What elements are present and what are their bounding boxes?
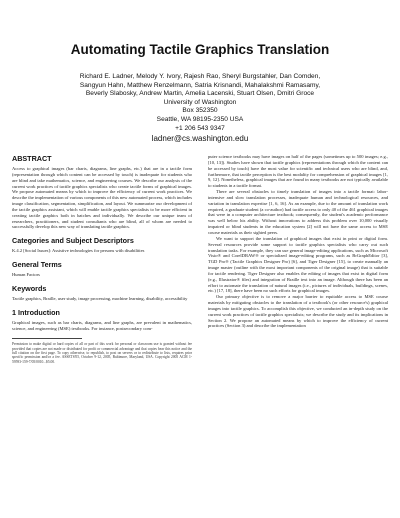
terms-heading: General Terms bbox=[12, 260, 62, 270]
author-block bbox=[20, 73, 380, 144]
affiliation-line: Box 352350 bbox=[182, 107, 218, 115]
footnote-divider bbox=[12, 338, 82, 339]
keywords-text: Tactile graphics, Braille, user study, image processing, machine learning, disability, accessibility bbox=[12, 295, 188, 301]
author-line: Richard E. Ladner, Melody Y. Ivory, Rajesh Rao, Sheryl Burgstahler, Dan Comden, bbox=[79, 73, 321, 80]
left-column bbox=[12, 154, 192, 368]
affiliation-line: Seattle, WA 98195-2350 USA bbox=[156, 115, 244, 123]
abstract-text: Access to graphical images (bar charts, diagrams, line graphs, etc.) that are in a tactile form (representation through which content can be accessed by touch) is inadequate for students who are blind and take mathematics, science, and engineering courses. We describe our analysis of the current work practices of tactile graphics specialists who create tactile forms of graphical images. We propose automated means by which to improve the efficiency of current work practices. We describe the implementation of various components of this new automated process, which includes image classification, segmentation, simplification, and layout. We summarize our development of the tactile graphics assistant, which will enable tactile graphics specialists to be more efficient in creating tactile graphics both in batches and individually. We describe our unique team of researchers, practitioners, and student consultants who are blind, all of whom are needed to successfully develop this new way of translating tactile graphics. bbox=[12, 166, 192, 230]
author-line: Beverly Slabosky, Andrew Martin, Amelia Lacenski, Stuart Olsen, Dmitri Groce bbox=[85, 90, 315, 98]
paper-title: Automating Tactile Graphics Translation bbox=[70, 42, 330, 57]
introduction-text: Graphical images, such as bar charts, diagrams, and line graphs, are prevalent in mathematics, science, and engineering (MSE) textbooks. For instance, postsecondary com- bbox=[12, 319, 192, 331]
copyright-footnote: Permission to make digital or hard copies of all or part of this work for personal or classroom use is granted without fee provided that copies are not made or distributed for profit or commercial advantage and that copies bear this notice and the full citation on the first page. To copy otherwise, to republish, to post on servers or to redistribute to lists, requires prior specific permission and/or a fee. ASSETS'05, October 9-12, 2005, Baltimore, Maryland, USA. Copyright 2005 ACM 1-59593-159-7/05/0010...$5.00. bbox=[12, 342, 192, 364]
introduction-heading: 1 Introduction bbox=[12, 307, 60, 317]
body-paragraph: Our primary objective is to remove a major barrier to equitable access to MSE course materials by mitigating obstacles to the translation of a textbook's (or other resource's) graphical images into tactile graphics. To accomplish this objective, we conducted an in-depth study on the current work practices of tactile graphics specialists; we describe the study and its implications in Section 2. We propose an automated means by which to improve the efficiency of current practices (Section 3) and describe the implementation bbox=[208, 294, 388, 329]
abstract-heading: ABSTRACT bbox=[12, 154, 52, 163]
author-line: Sangyun Hahn, Matthew Renzelmann, Satria Krisnandi, Mahalakshmi Ramasamy, bbox=[79, 81, 321, 89]
affiliation-line: University of Washington bbox=[163, 98, 237, 106]
affiliation-line: +1 206 543 9347 bbox=[175, 124, 225, 132]
author-email: ladner@cs.washington.edu bbox=[151, 134, 249, 144]
categories-text: K.4.2 [Social Issues]: Assistive technologies for persons with disabilities bbox=[12, 248, 145, 254]
keywords-heading: Keywords bbox=[12, 283, 47, 293]
body-paragraph: We want to support the translation of graphical images that exist in print or digital form. Several resources provide some support to tactile graphics specialists who carry out such translation tasks. For example, they can use general image-editing applications, such as Microsoft Visio® and CorelDRAW® or specialized image-editing programs, such as BrGraphEditor [3], TGD Pro® (Tactile Graphics Designer Pro) [6], and Tiger Designer [15], to create manually an image master (outline with the most important components of the original image) that is suitable for tactile rendering. Tiger Designer also enables the editing of images that exist in digital form (e.g., Illustrator® files) and integration of Braille text into an image. Although there has been an effort to automate the translation of natural images (i.e., pictures of individuals, buildings, scenes, etc.) [17, 18], there have been no such efforts for graphical images. bbox=[208, 235, 388, 294]
categories-heading: Categories and Subject Descriptors bbox=[12, 236, 134, 246]
body-paragraph: There are several obstacles to timely translation of images into a tactile format: labor-intensive and slow translation processes, inadequate human and technological resources, and variation in translation expertise [1, 6, 16]. As an example, due to the amount of translation work required, a graduate student (a co-author) had tactile access to only 40 of the 461 graphical images that were in a computer architecture textbook; consequently, the student's academic performance was well below his ability. Without innovations to address this problem over 10,000 visually impaired or blind students in the education system [2] will not have the same access to MSE course materials as their sighted peers. bbox=[208, 189, 388, 235]
terms-text: Human Factors bbox=[12, 272, 40, 278]
right-column bbox=[208, 154, 388, 329]
body-paragraph: puter science textbooks may have images on half of the pages (sometimes up to 500 images; e.g., [10, 13]). Studies have shown that tactile graphics (representations through which the content can be accessed by touch) have the most value for scientific and technical users who are blind, and, furthermore, that tactile perception is the best modality for comprehension of graphical images [1, 9, 12]. Nonetheless, graphical images that are found in many textbooks are not typically available to students in a tactile format. bbox=[208, 154, 388, 189]
